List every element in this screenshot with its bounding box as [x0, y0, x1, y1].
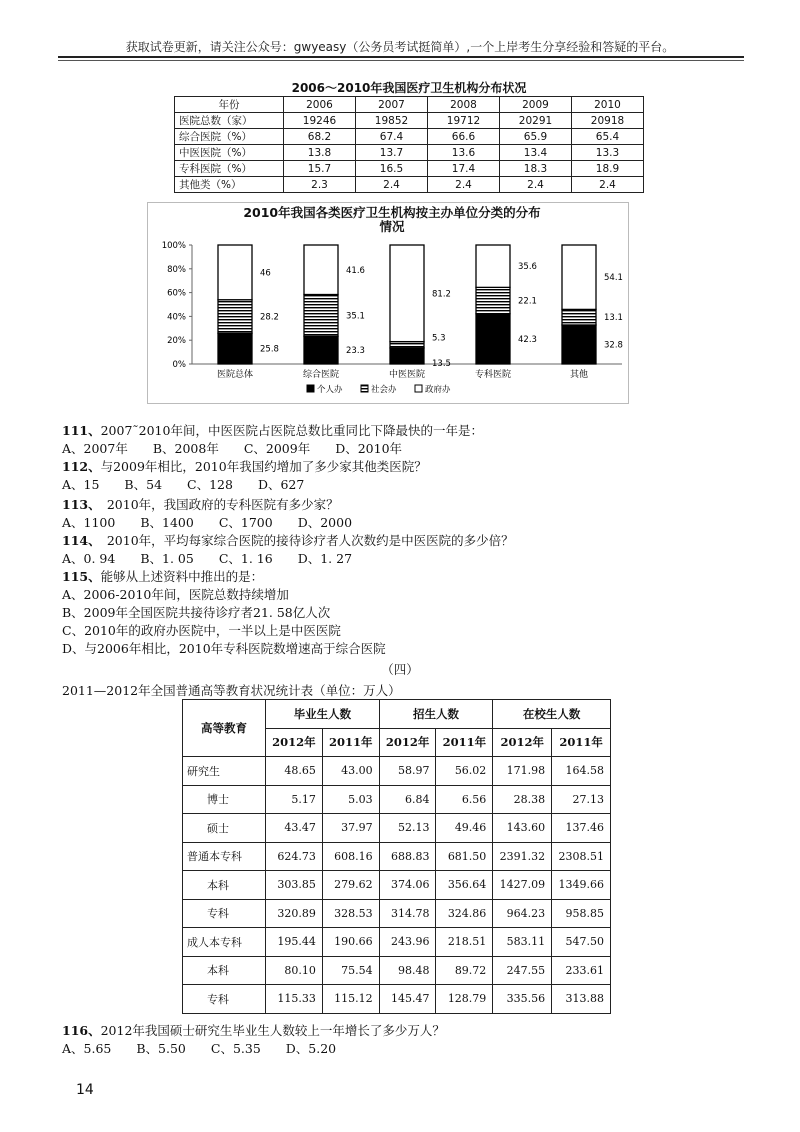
question-111 — [62, 423, 483, 439]
table-year-header: 2011年 — [322, 728, 379, 757]
table-cell: 20918 — [572, 113, 644, 129]
table-cell: 115.12 — [322, 985, 379, 1014]
table-cell: 43.47 — [266, 814, 323, 843]
table-cell: 143.60 — [493, 814, 552, 843]
table-cell: 65.9 — [500, 129, 572, 145]
x-category-label: 医院总体 — [216, 370, 254, 380]
question-number: 114、 — [62, 533, 95, 548]
page-header: 获取试卷更新，请关注公众号：gwyeasy（公务员考试挺简单）,一个上岸考生分享经验和答疑的平台。 — [125, 40, 675, 54]
question-112 — [62, 459, 427, 475]
chart-title-line: 2010年我国各类医疗卫生机构按主办单位分类的分布 — [243, 205, 541, 220]
page-number: 14 — [76, 1082, 94, 1098]
table-cell: 233.61 — [552, 956, 611, 985]
table-cell: 190.66 — [322, 928, 379, 957]
table-cell: 1427.09 — [493, 871, 552, 900]
table-cell: 320.89 — [266, 899, 323, 928]
bar-segment — [304, 245, 338, 295]
table-cell: 48.65 — [266, 757, 323, 786]
higher-education-table — [182, 699, 611, 1014]
table-cell: 218.51 — [436, 928, 493, 957]
legend-swatch — [415, 385, 422, 392]
table-cell: 247.55 — [493, 956, 552, 985]
header-rule — [58, 56, 744, 58]
table-row-label: 博士 — [183, 785, 266, 814]
table-cell: 137.46 — [552, 814, 611, 843]
table-row — [183, 871, 611, 900]
header-rule-thin — [58, 60, 744, 61]
question-number: 112、 — [62, 459, 101, 474]
table-cell: 958.85 — [552, 899, 611, 928]
table-header-row — [175, 97, 644, 113]
table-year-header: 2012年 — [266, 728, 323, 757]
table-row-label: 专科 — [183, 985, 266, 1014]
table-cell: 115.33 — [266, 985, 323, 1014]
table-header-cell: 2006 — [284, 97, 356, 113]
table-group-header: 在校生人数 — [493, 700, 611, 729]
table-cell: 15.7 — [284, 161, 356, 177]
table-header-cell: 年份 — [175, 97, 284, 113]
question-113-options: A、1100 B、1400 C、1700 D、2000 — [62, 515, 353, 530]
data-label: 13.5 — [432, 359, 451, 369]
table-row — [183, 757, 611, 786]
question-111-options: A、2007年 B、2008年 C、2009年 D、2010年 — [62, 441, 403, 456]
table-cell: 2391.32 — [493, 842, 552, 871]
y-tick-label: 40% — [167, 312, 186, 323]
table-cell: 80.10 — [266, 956, 323, 985]
table-cell: 5.17 — [266, 785, 323, 814]
table-cell: 28.38 — [493, 785, 552, 814]
table-cell: 145.47 — [379, 985, 436, 1014]
table-row — [175, 113, 644, 129]
data-label: 35.6 — [518, 262, 537, 273]
question-number: 111、 — [62, 423, 101, 438]
question-text: 与2009年相比，2010年我国约增加了多少家其他类医院？ — [100, 459, 427, 474]
table-cell: 18.9 — [572, 161, 644, 177]
table-header-row — [183, 700, 611, 729]
table-header-cell: 2010 — [572, 97, 644, 113]
bar-segment — [390, 245, 424, 342]
data-label: 23.3 — [346, 346, 365, 357]
table-row-label: 专科医院（%） — [175, 161, 284, 177]
data-label: 32.8 — [604, 340, 623, 351]
table-row-label: 硕士 — [183, 814, 266, 843]
bar-segment — [476, 314, 510, 364]
table-cell: 65.4 — [572, 129, 644, 145]
table-cell: 164.58 — [552, 757, 611, 786]
bar-segment — [562, 325, 596, 364]
x-category-label: 综合医院 — [302, 370, 340, 380]
y-tick-label: 100% — [161, 241, 186, 251]
table2-caption: 2011—2012年全国普通高等教育状况统计表（单位：万人） — [62, 683, 401, 698]
table1-title: 2006～2010年我国医疗卫生机构分布状况 — [291, 81, 527, 95]
table-cell: 19712 — [428, 113, 500, 129]
table-row — [175, 145, 644, 161]
table-cell: 17.4 — [428, 161, 500, 177]
data-label: 5.3 — [432, 333, 446, 344]
table-cell: 2.4 — [428, 177, 500, 193]
table-cell: 243.96 — [379, 928, 436, 957]
table-row-label: 其他类（%） — [175, 177, 284, 193]
table-cell: 27.13 — [552, 785, 611, 814]
y-tick-label: 20% — [167, 336, 186, 347]
bar-segment — [218, 300, 252, 334]
table-row-label: 普通本专科 — [183, 842, 266, 871]
table-row-label: 综合医院（%） — [175, 129, 284, 145]
table-cell: 128.79 — [436, 985, 493, 1014]
x-category-label: 专科医院 — [474, 370, 512, 380]
table-cell: 13.3 — [572, 145, 644, 161]
table-cell: 5.03 — [322, 785, 379, 814]
table-row — [175, 129, 644, 145]
data-label: 81.2 — [432, 289, 451, 300]
table-header-cell: 2009 — [500, 97, 572, 113]
table-cell: 56.02 — [436, 757, 493, 786]
table-cell: 356.64 — [436, 871, 493, 900]
table-cell: 98.48 — [379, 956, 436, 985]
data-label: 13.1 — [604, 313, 623, 324]
question-114-options: A、0. 94 B、1. 05 C、1. 16 D、1. 27 — [62, 551, 353, 566]
table-cell: 75.54 — [322, 956, 379, 985]
bar-segment — [390, 342, 424, 348]
table-row — [183, 928, 611, 957]
table-cell: 13.6 — [428, 145, 500, 161]
table-cell: 2.3 — [284, 177, 356, 193]
table-cell: 19852 — [356, 113, 428, 129]
stacked-bar-chart — [147, 202, 627, 402]
table-year-header: 2012年 — [379, 728, 436, 757]
table-cell: 13.8 — [284, 145, 356, 161]
question-115-option-d: D、与2006年相比，2010年专科医院数增速高于综合医院 — [62, 641, 386, 656]
data-label: 54.1 — [604, 273, 623, 284]
table-row — [183, 842, 611, 871]
table-row-label: 研究生 — [183, 757, 266, 786]
legend-swatch — [307, 385, 314, 392]
bar-segment — [390, 348, 424, 364]
question-116-options: A、5.65 B、5.50 C、5.35 D、5.20 — [62, 1041, 337, 1056]
table-row-label: 医院总数（家） — [175, 113, 284, 129]
question-115-option-b: B、2009年全国医院共接待诊疗者21. 58亿人次 — [62, 605, 331, 620]
chart-title-line: 情况 — [379, 219, 405, 234]
table-cell: 68.2 — [284, 129, 356, 145]
table-cell: 374.06 — [379, 871, 436, 900]
table-header-cell: 2007 — [356, 97, 428, 113]
table-corner-cell: 高等教育 — [183, 700, 266, 757]
table-row-label: 本科 — [183, 871, 266, 900]
table-cell: 279.62 — [322, 871, 379, 900]
table-group-header: 毕业生人数 — [266, 700, 380, 729]
hospital-distribution-table — [174, 96, 644, 193]
data-label: 35.1 — [346, 311, 365, 322]
table-cell: 2.4 — [500, 177, 572, 193]
question-115 — [62, 569, 263, 585]
bar-segment — [218, 245, 252, 300]
question-115-option-a: A、2006-2010年间，医院总数持续增加 — [62, 587, 289, 602]
y-tick-label: 0% — [172, 360, 186, 370]
table-cell: 2308.51 — [552, 842, 611, 871]
x-category-label: 中医医院 — [388, 370, 426, 380]
table-row-label: 中医医院（%） — [175, 145, 284, 161]
question-text: 2012年我国硕士研究生毕业生人数较上一年增长了多少万人？ — [100, 1023, 445, 1038]
table-cell: 13.4 — [500, 145, 572, 161]
table-cell: 624.73 — [266, 842, 323, 871]
section-heading: （四） — [381, 662, 419, 677]
data-label: 25.8 — [260, 344, 279, 355]
table-cell: 681.50 — [436, 842, 493, 871]
table-cell: 58.97 — [379, 757, 436, 786]
table-year-header: 2011年 — [552, 728, 611, 757]
data-label: 28.2 — [260, 312, 279, 323]
table-row — [175, 161, 644, 177]
table-cell: 608.16 — [322, 842, 379, 871]
data-label: 22.1 — [518, 296, 537, 307]
question-text: 2010年，平均每家综合医院的接待诊疗者人次数约是中医医院的多少倍？ — [94, 533, 514, 548]
x-category-label: 其他 — [569, 370, 589, 380]
table-cell: 1349.66 — [552, 871, 611, 900]
question-number: 115、 — [62, 569, 101, 584]
table-cell: 43.00 — [322, 757, 379, 786]
table-cell: 20291 — [500, 113, 572, 129]
table-year-header: 2011年 — [436, 728, 493, 757]
table-cell: 324.86 — [436, 899, 493, 928]
question-112-options: A、15 B、54 C、128 D、627 — [62, 477, 305, 492]
table-cell: 171.98 — [493, 757, 552, 786]
legend-swatch — [361, 385, 368, 392]
y-tick-label: 80% — [167, 264, 186, 275]
question-114 — [62, 533, 514, 549]
question-number: 116、 — [62, 1023, 101, 1038]
table-cell: 16.5 — [356, 161, 428, 177]
table-cell: 6.84 — [379, 785, 436, 814]
table-row-label: 成人本专科 — [183, 928, 266, 957]
table-cell: 19246 — [284, 113, 356, 129]
table-cell: 313.88 — [552, 985, 611, 1014]
table-cell: 52.13 — [379, 814, 436, 843]
table-row — [183, 899, 611, 928]
question-text: 能够从上述资料中推出的是： — [100, 569, 264, 584]
table-cell: 195.44 — [266, 928, 323, 957]
table-cell: 547.50 — [552, 928, 611, 957]
table-body — [183, 757, 611, 1014]
data-label: 46 — [260, 268, 271, 279]
table-row-label: 本科 — [183, 956, 266, 985]
table-cell: 303.85 — [266, 871, 323, 900]
table-row-label: 专科 — [183, 899, 266, 928]
question-116 — [62, 1023, 445, 1039]
table-cell: 328.53 — [322, 899, 379, 928]
table-cell: 314.78 — [379, 899, 436, 928]
question-text: 2010年，我国政府的专科医院有多少家？ — [94, 497, 339, 512]
table-cell: 335.56 — [493, 985, 552, 1014]
table-cell: 67.4 — [356, 129, 428, 145]
table-year-header: 2012年 — [493, 728, 552, 757]
table-cell: 583.11 — [493, 928, 552, 957]
bar-segment — [476, 287, 510, 313]
table-row — [175, 177, 644, 193]
legend-label: 个人办 — [317, 385, 343, 395]
y-tick-label: 60% — [167, 288, 186, 299]
legend-label: 社会办 — [371, 385, 397, 395]
bar-segment — [562, 309, 596, 325]
table-cell: 964.23 — [493, 899, 552, 928]
question-number: 113、 — [62, 497, 95, 512]
table-cell: 6.56 — [436, 785, 493, 814]
table-cell: 688.83 — [379, 842, 436, 871]
bar-segment — [476, 245, 510, 287]
table-row — [183, 814, 611, 843]
table-header-cell: 2008 — [428, 97, 500, 113]
table-cell: 89.72 — [436, 956, 493, 985]
bar-segment — [304, 336, 338, 364]
table-cell: 49.46 — [436, 814, 493, 843]
question-115-option-c: C、2010年的政府办医院中，一半以上是中医医院 — [62, 623, 341, 638]
table-group-header: 招生人数 — [379, 700, 493, 729]
question-113 — [62, 497, 339, 513]
bar-segment — [562, 245, 596, 309]
table-row — [183, 956, 611, 985]
table-row — [183, 985, 611, 1014]
data-label: 42.3 — [518, 334, 537, 345]
table-cell: 13.7 — [356, 145, 428, 161]
data-label: 41.6 — [346, 265, 365, 276]
question-text: 2007˜2010年间，中医医院占医院总数比重同比下降最快的一年是： — [100, 423, 483, 438]
bar-segment — [218, 333, 252, 364]
table-cell: 37.97 — [322, 814, 379, 843]
table-cell: 2.4 — [572, 177, 644, 193]
bar-segment — [304, 295, 338, 337]
table-cell: 2.4 — [356, 177, 428, 193]
legend-label: 政府办 — [425, 385, 451, 395]
table-cell: 66.6 — [428, 129, 500, 145]
table-row — [183, 785, 611, 814]
table-cell: 18.3 — [500, 161, 572, 177]
